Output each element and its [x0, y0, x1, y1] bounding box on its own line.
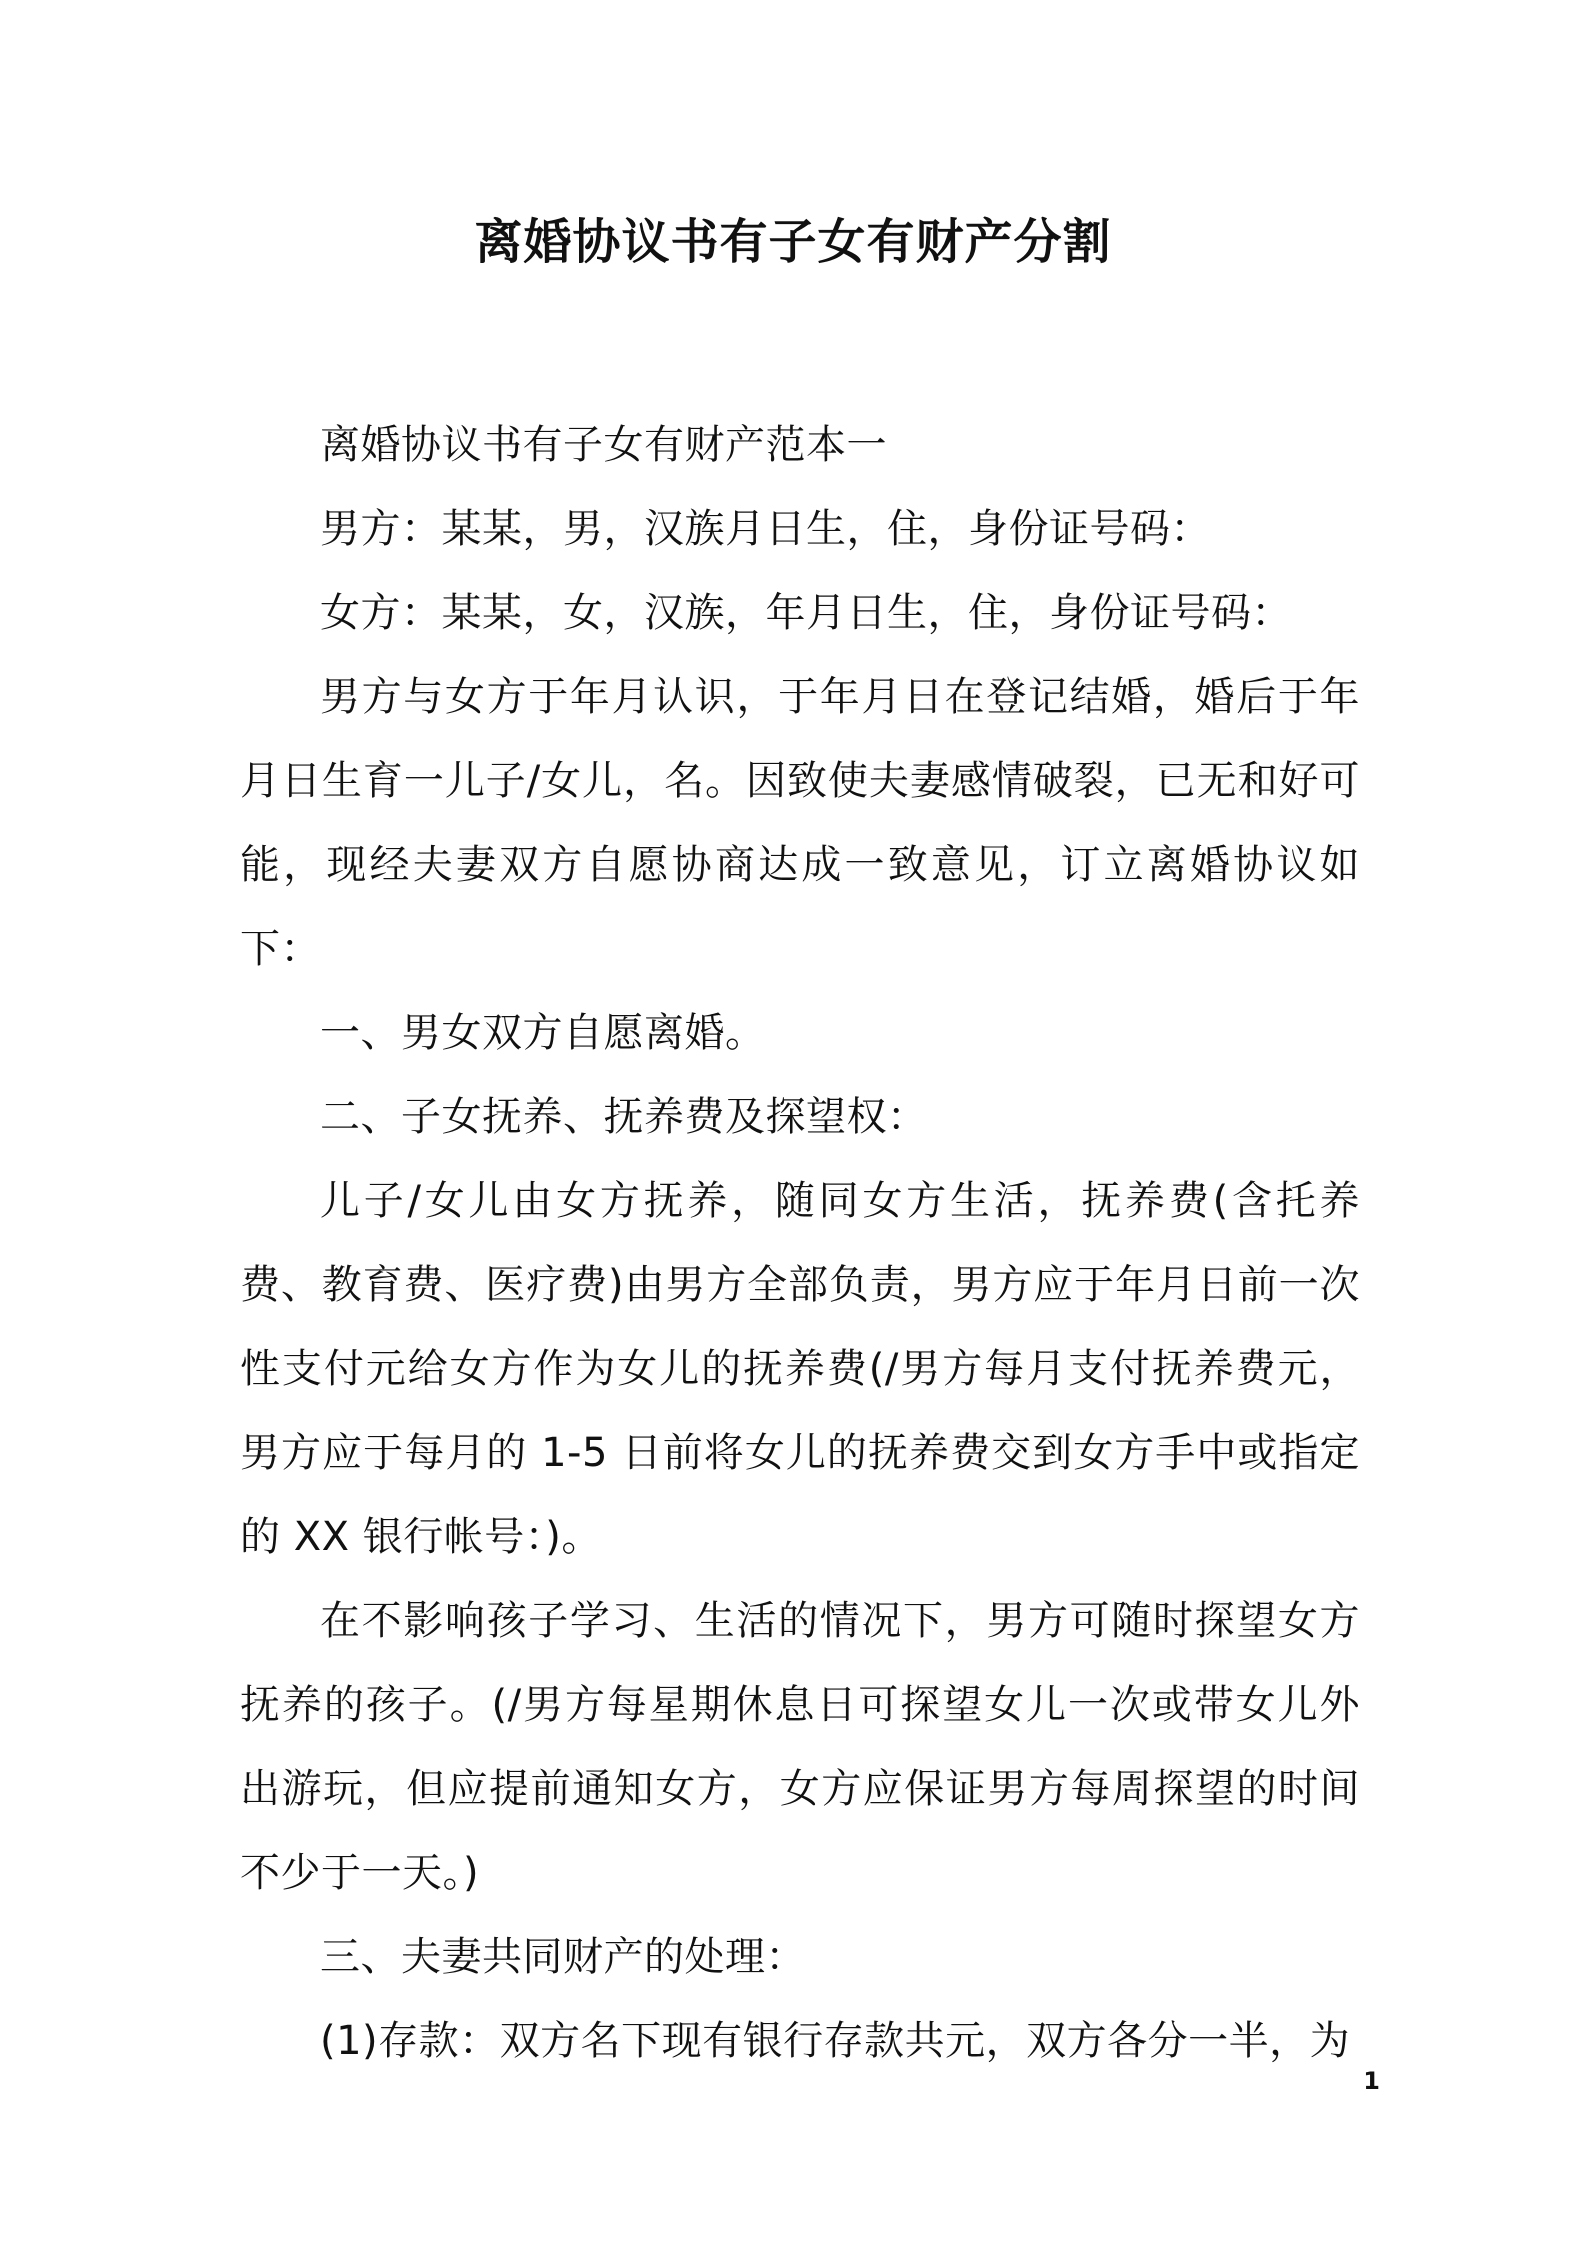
document-body [240, 403, 1360, 2083]
page-number: 1 [1363, 2067, 1380, 2095]
paragraph-savings: (1)存款：双方名下现有银行存款共元，双方各分一半，为 [320, 2018, 1351, 2064]
paragraph-visitation: 在不影响孩子学习、生活的情况下，男方可随时探望女方抚养的孩子。(/男方每星期休息日可探望女儿一次或带女儿外出游玩，但应提前通知女方，女方应保证男方每周探望的时间不少于一天。) [240, 1598, 1360, 1896]
paragraph-clause-3-heading: 三、夫妻共同财产的处理： [320, 1934, 806, 1980]
paragraph-background: 男方与女方于年月认识，于年月日在登记结婚，婚后于年月日生育一儿子/女儿，名。因致使夫妻感情破裂，已无和好可能，现经夫妻双方自愿协商达成一致意见，订立离婚协议如下： [240, 674, 1360, 972]
paragraph-child-support: 儿子/女儿由女方抚养，随同女方生活，抚养费(含托养费、教育费、医疗费)由男方全部负责，男方应于年月日前一次性支付元给女方作为女儿的抚养费(/男方每月支付抚养费元，男方应于每月的 1-5 日前将女儿的抚养费交到女方手中或指定的 XX 银行帐号：)。 [240, 1178, 1360, 1560]
paragraph-clause-1: 一、男女双方自愿离婚。 [320, 1010, 766, 1056]
document-title: 离婚协议书有子女有财产分割 [474, 214, 1112, 270]
paragraph-template-heading: 离婚协议书有子女有财产范本一 [320, 422, 887, 468]
paragraph-clause-2-heading: 二、子女抚养、抚养费及探望权： [320, 1094, 928, 1140]
paragraph-male-party: 男方：某某，男，汉族月日生，住，身份证号码： [320, 506, 1211, 552]
paragraph-female-party: 女方：某某，女，汉族，年月日生，住，身份证号码： [320, 590, 1292, 636]
